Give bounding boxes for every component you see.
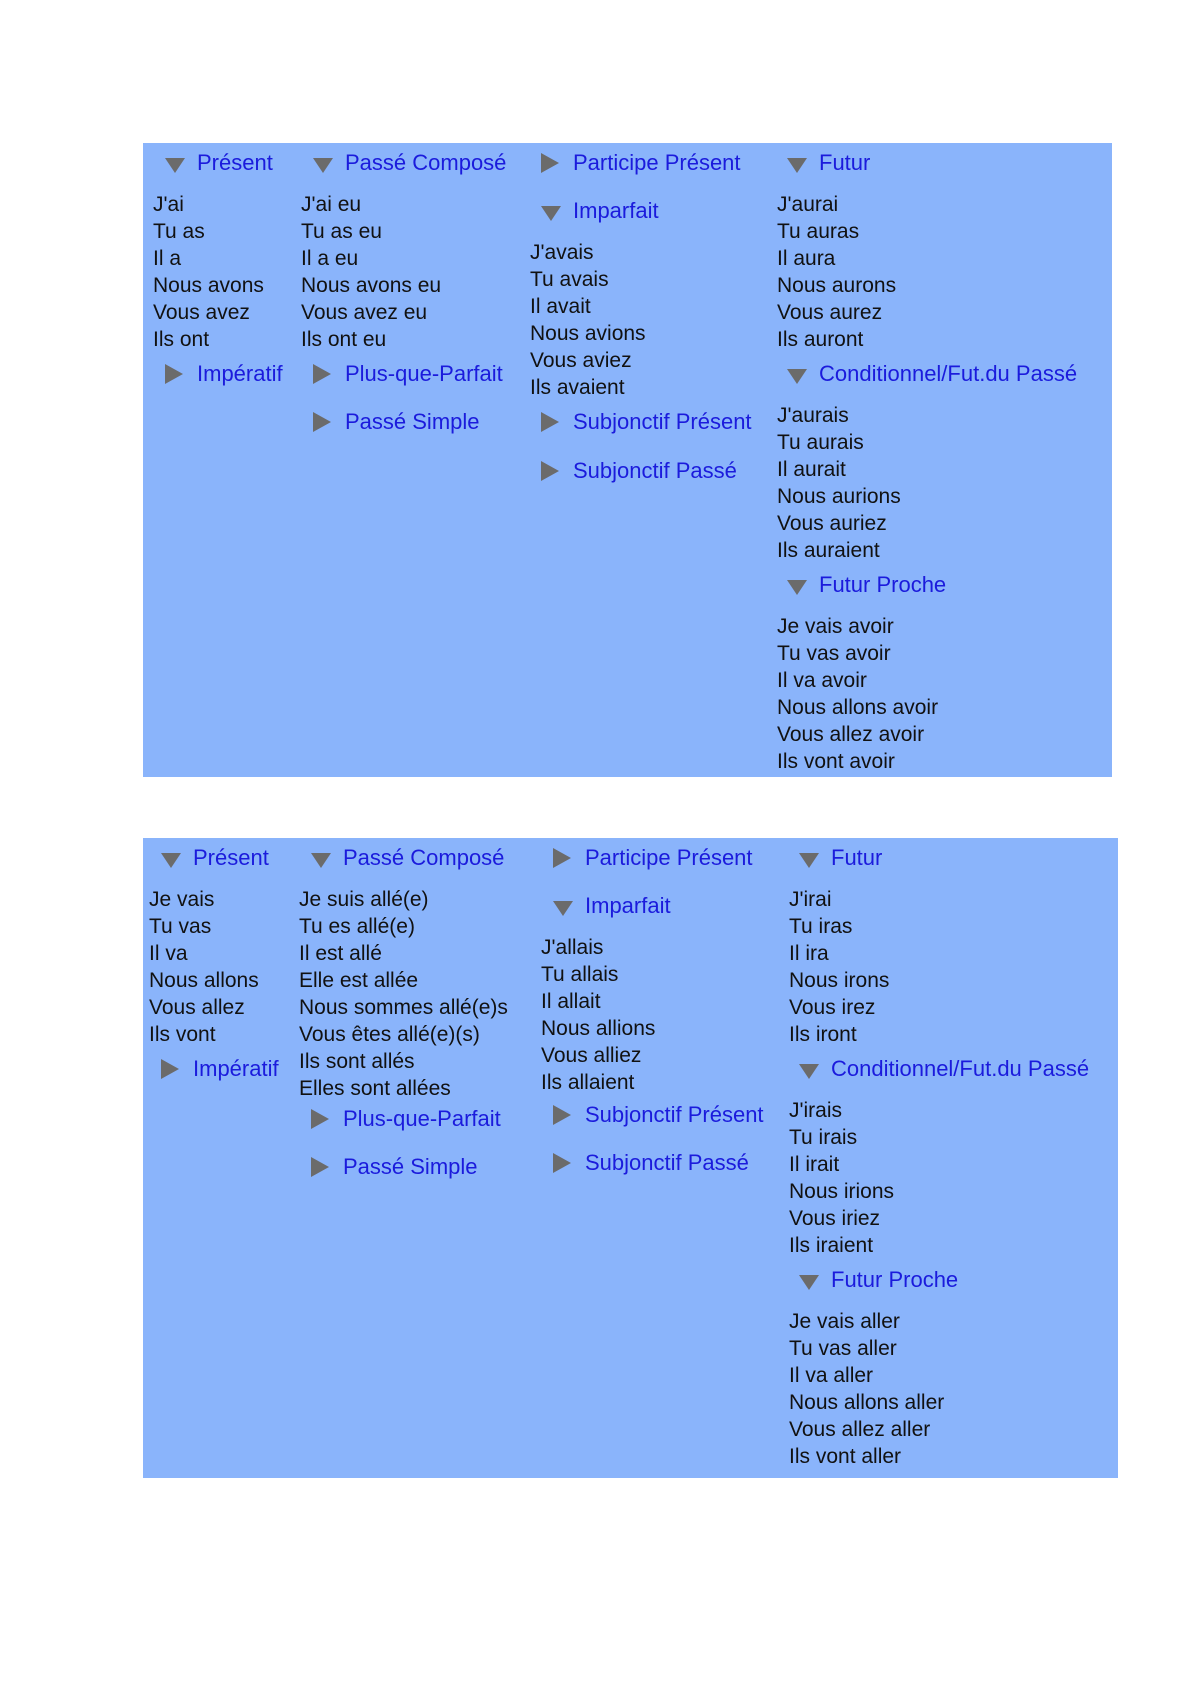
- present-header: Présent: [193, 845, 269, 870]
- passe-compose-toggle[interactable]: [311, 845, 504, 871]
- form-item: Vous aviez: [530, 349, 632, 372]
- triangle-right-icon: [165, 364, 183, 384]
- form-item: Il irait: [789, 1153, 840, 1176]
- passe-simple-header: Passé Simple: [343, 1154, 478, 1179]
- form-item: Il va avoir: [777, 669, 867, 692]
- form-item: Tu as eu: [301, 220, 382, 243]
- form-item: Tu allais: [541, 963, 619, 986]
- form-item: Nous aurions: [777, 485, 901, 508]
- form-item: J'irais: [789, 1099, 843, 1122]
- present-header: Présent: [197, 150, 273, 175]
- form-item: J'ai: [153, 193, 184, 216]
- form-item: J'avais: [530, 241, 594, 264]
- form-item: J'ai eu: [301, 193, 362, 216]
- participe-present-header: Participe Présent: [585, 845, 753, 870]
- form-item: Elle est allée: [299, 969, 419, 992]
- form-item: Ils vont: [149, 1023, 216, 1046]
- triangle-down-icon: [165, 158, 185, 173]
- form-item: Il a: [153, 247, 182, 270]
- form-item: Ils iront: [789, 1023, 857, 1046]
- form-item: Vous auriez: [777, 512, 887, 535]
- passe-simple-toggle[interactable]: [311, 1154, 478, 1180]
- form-item: Elles sont allées: [299, 1077, 451, 1100]
- conditionnel-forms: [777, 402, 901, 564]
- imperatif-header: Impératif: [193, 1056, 279, 1081]
- form-item: Nous aurons: [777, 274, 897, 297]
- triangle-down-icon: [787, 369, 807, 384]
- passe-compose-toggle[interactable]: [313, 150, 506, 176]
- plus-que-parfait-toggle[interactable]: [313, 361, 503, 387]
- triangle-down-icon: [787, 158, 807, 173]
- imparfait-forms: [530, 239, 646, 401]
- imparfait-toggle[interactable]: [541, 198, 659, 224]
- form-item: Nous irions: [789, 1180, 895, 1203]
- participe-present-header: Participe Présent: [573, 150, 741, 175]
- form-item: Ils vont aller: [789, 1445, 902, 1468]
- triangle-down-icon: [313, 158, 333, 173]
- form-item: Tu vas aller: [789, 1337, 897, 1360]
- subjonctif-passe-toggle[interactable]: [553, 1150, 749, 1176]
- subjonctif-present-header: Subjonctif Présent: [585, 1102, 764, 1127]
- imperatif-toggle[interactable]: [161, 1056, 279, 1082]
- form-item: Nous avons: [153, 274, 264, 297]
- futur-header: Futur: [831, 845, 883, 870]
- triangle-down-icon: [311, 853, 331, 868]
- subjonctif-passe-header: Subjonctif Passé: [573, 458, 737, 483]
- triangle-down-icon: [787, 580, 807, 595]
- imparfait-header: Imparfait: [573, 198, 659, 223]
- imparfait-header: Imparfait: [585, 893, 671, 918]
- form-item: J'allais: [541, 936, 604, 959]
- subjonctif-present-toggle[interactable]: [541, 409, 752, 435]
- present-toggle[interactable]: [161, 845, 269, 871]
- form-item: Il va: [149, 942, 188, 965]
- futur-proche-toggle[interactable]: [799, 1267, 958, 1293]
- futur-toggle[interactable]: [799, 845, 882, 871]
- imperatif-toggle[interactable]: [165, 361, 283, 387]
- form-item: Vous avez eu: [301, 301, 428, 324]
- passe-compose-forms: [301, 191, 441, 353]
- form-item: Vous irez: [789, 996, 876, 1019]
- form-item: Ils ont eu: [301, 328, 387, 351]
- triangle-right-icon: [311, 1109, 329, 1129]
- plus-que-parfait-header: Plus-que-Parfait: [343, 1106, 501, 1131]
- present-toggle[interactable]: [165, 150, 273, 176]
- form-item: Il aura: [777, 247, 836, 270]
- form-item: J'aurais: [777, 404, 849, 427]
- form-item: Nous avions: [530, 322, 646, 345]
- plus-que-parfait-toggle[interactable]: [311, 1106, 501, 1132]
- form-item: J'aurai: [777, 193, 839, 216]
- futur-proche-toggle[interactable]: [787, 572, 946, 598]
- conditionnel-header: Conditionnel/Fut.du Passé: [831, 1056, 1090, 1081]
- form-item: Il allait: [541, 990, 601, 1013]
- subjonctif-passe-toggle[interactable]: [541, 458, 737, 484]
- form-item: Tu as: [153, 220, 205, 243]
- passe-compose-header: Passé Composé: [345, 150, 507, 175]
- conjugation-panel-aller: [143, 838, 1118, 1478]
- triangle-down-icon: [553, 901, 573, 916]
- conditionnel-toggle[interactable]: [799, 1056, 1089, 1082]
- triangle-right-icon: [311, 1157, 329, 1177]
- triangle-right-icon: [541, 461, 559, 481]
- triangle-down-icon: [799, 853, 819, 868]
- form-item: Vous êtes allé(e)(s): [299, 1023, 480, 1046]
- form-item: Tu vas: [149, 915, 212, 938]
- subjonctif-present-header: Subjonctif Présent: [573, 409, 752, 434]
- form-item: Tu es allé(e): [299, 915, 415, 938]
- form-item: Il est allé: [299, 942, 382, 965]
- conjugation-panel-avoir: [143, 143, 1112, 777]
- present-forms: [149, 886, 259, 1048]
- triangle-right-icon: [541, 412, 559, 432]
- participe-present-toggle[interactable]: [553, 845, 753, 871]
- futur-toggle[interactable]: [787, 150, 870, 176]
- triangle-right-icon: [553, 1153, 571, 1173]
- plus-que-parfait-header: Plus-que-Parfait: [345, 361, 503, 386]
- form-item: Je suis allé(e): [299, 888, 429, 911]
- form-item: Vous iriez: [789, 1207, 881, 1230]
- futur-forms: [777, 191, 896, 353]
- form-item: Il avait: [530, 295, 591, 318]
- form-item: Vous avez: [153, 301, 250, 324]
- form-item: Nous avons eu: [301, 274, 442, 297]
- form-item: Vous allez: [149, 996, 245, 1019]
- form-item: Vous allez avoir: [777, 723, 925, 746]
- triangle-right-icon: [313, 364, 331, 384]
- triangle-right-icon: [313, 412, 331, 432]
- passe-simple-header: Passé Simple: [345, 409, 480, 434]
- triangle-right-icon: [161, 1059, 179, 1079]
- form-item: Ils sont allés: [299, 1050, 415, 1073]
- form-item: Ils allaient: [541, 1071, 635, 1094]
- form-item: Tu vas avoir: [777, 642, 891, 665]
- present-forms: [153, 191, 264, 353]
- futur-proche-forms: [777, 613, 938, 775]
- form-item: Il a eu: [301, 247, 359, 270]
- form-item: Ils avaient: [530, 376, 625, 399]
- passe-compose-forms: [299, 886, 508, 1102]
- futur-proche-header: Futur Proche: [831, 1267, 959, 1292]
- form-item: Je vais aller: [789, 1310, 900, 1333]
- form-item: Nous sommes allé(e)s: [299, 996, 508, 1019]
- form-item: Nous allons aller: [789, 1391, 945, 1414]
- conditionnel-forms: [789, 1097, 894, 1259]
- form-item: Ils auront: [777, 328, 864, 351]
- form-item: Il aurait: [777, 458, 846, 481]
- form-item: Il ira: [789, 942, 829, 965]
- form-item: Nous allons avoir: [777, 696, 939, 719]
- form-item: Tu irais: [789, 1126, 858, 1149]
- form-item: Tu auras: [777, 220, 860, 243]
- conditionnel-toggle[interactable]: [787, 361, 1077, 387]
- subjonctif-passe-header: Subjonctif Passé: [585, 1150, 749, 1175]
- form-item: Nous allons: [149, 969, 259, 992]
- form-item: Vous allez aller: [789, 1418, 931, 1441]
- form-item: Tu iras: [789, 915, 853, 938]
- imperatif-header: Impératif: [197, 361, 283, 386]
- subjonctif-present-toggle[interactable]: [553, 1102, 764, 1128]
- triangle-down-icon: [799, 1064, 819, 1079]
- form-item: Tu aurais: [777, 431, 864, 454]
- passe-simple-toggle[interactable]: [313, 409, 480, 435]
- form-item: Tu avais: [530, 268, 609, 291]
- triangle-down-icon: [161, 853, 181, 868]
- triangle-right-icon: [553, 1105, 571, 1125]
- participe-present-toggle[interactable]: [541, 150, 741, 176]
- form-item: Ils vont avoir: [777, 750, 895, 773]
- triangle-down-icon: [541, 206, 561, 221]
- conditionnel-header: Conditionnel/Fut.du Passé: [819, 361, 1078, 386]
- form-item: Ils auraient: [777, 539, 880, 562]
- form-item: Vous aurez: [777, 301, 883, 324]
- futur-proche-header: Futur Proche: [819, 572, 947, 597]
- form-item: Vous alliez: [541, 1044, 642, 1067]
- form-item: Ils ont: [153, 328, 210, 351]
- imparfait-toggle[interactable]: [553, 893, 671, 919]
- form-item: Nous allions: [541, 1017, 656, 1040]
- imparfait-forms: [541, 934, 655, 1096]
- futur-header: Futur: [819, 150, 871, 175]
- form-item: Ils iraient: [789, 1234, 874, 1257]
- form-item: Je vais: [149, 888, 215, 911]
- triangle-down-icon: [799, 1275, 819, 1290]
- futur-forms: [789, 886, 889, 1048]
- form-item: Je vais avoir: [777, 615, 894, 638]
- form-item: Il va aller: [789, 1364, 874, 1387]
- form-item: J'irai: [789, 888, 832, 911]
- triangle-right-icon: [553, 848, 571, 868]
- form-item: Nous irons: [789, 969, 890, 992]
- futur-proche-forms: [789, 1308, 944, 1470]
- passe-compose-header: Passé Composé: [343, 845, 505, 870]
- triangle-right-icon: [541, 153, 559, 173]
